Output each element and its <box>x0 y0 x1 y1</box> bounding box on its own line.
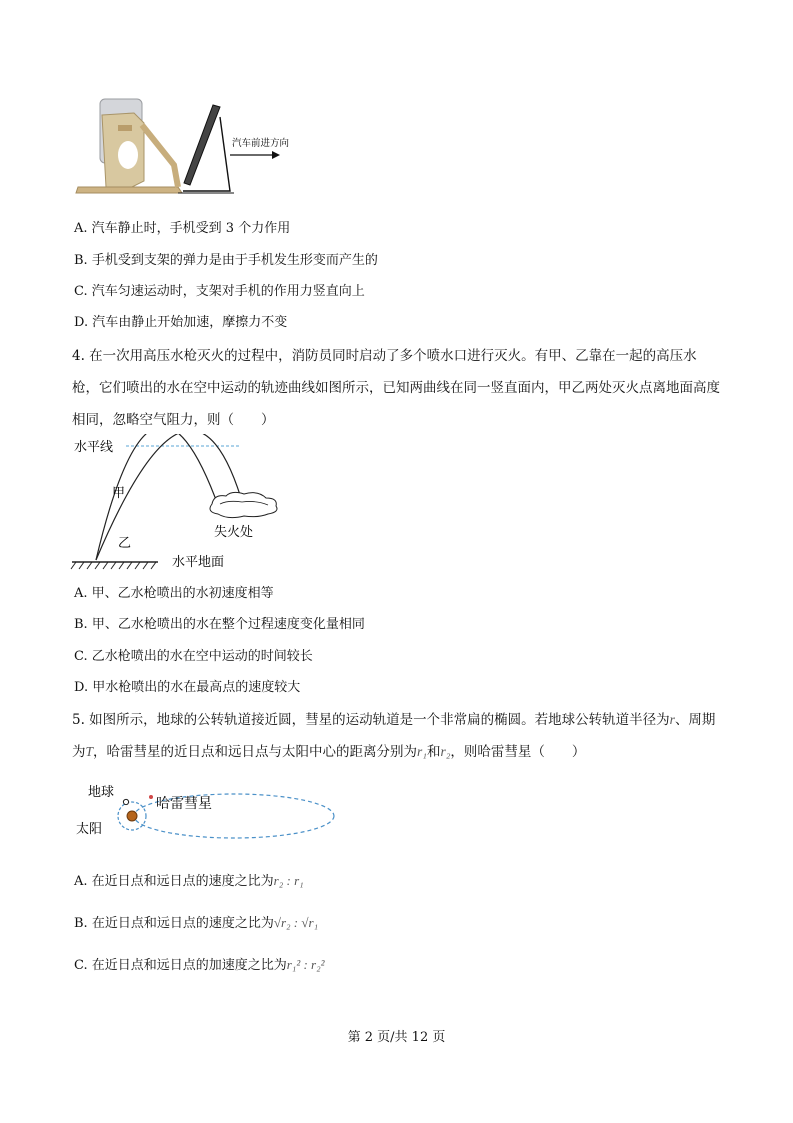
label-jia: 甲 <box>112 486 126 501</box>
q3-option-b: B. 手机受到支架的弹力是由于手机发生形变而产生的 <box>74 253 378 268</box>
horizontal-line-label: 水平线 <box>74 440 114 455</box>
q4-option-a: A. 甲、乙水枪喷出的水初速度相等 <box>74 586 274 601</box>
q3-option-c: C. 汽车匀速运动时，支架对手机的作用力竖直向上 <box>74 284 365 299</box>
ratio-a: r₂ : r₁ <box>273 873 304 888</box>
orbit-figure <box>76 778 338 842</box>
q5-stem: 5. 如图所示，地球的公转轨道接近圆，彗星的运动轨道是一个非常扁的椭圆。若地球公转轨道半径为r、周期为T，哈雷彗星的近日点和远日点与太阳中心的距离分别为r₁和r₂，则哈雷彗星（ ） <box>72 712 716 760</box>
ground-hatching <box>71 562 156 569</box>
label-ground: 水平地面 <box>172 555 225 570</box>
phone-holder-figure <box>72 95 312 207</box>
label-comet: 哈雷彗星 <box>156 796 212 812</box>
earth-icon <box>123 799 128 804</box>
var-r: r <box>669 712 675 727</box>
q4-option-c: C. 乙水枪喷出的水在空中运动的时间较长 <box>74 649 313 664</box>
q5-option-c: C. 在近日点和远日点的加速度之比为r₁² : r₂² <box>74 957 325 973</box>
phone-holder-photo <box>76 99 182 193</box>
q4-option-b: B. 甲、乙水枪喷出的水在整个过程速度变化量相同 <box>74 617 365 632</box>
label-sun: 太阳 <box>76 822 103 837</box>
sun-icon <box>127 811 137 821</box>
q5-option-a: A. 在近日点和远日点的速度之比为r₂ : r₁ <box>74 873 304 889</box>
phone-holder-schematic <box>178 105 280 193</box>
var-r2: r₂ <box>440 744 451 759</box>
var-T: T <box>85 744 94 759</box>
water-trajectory-figure <box>66 434 306 572</box>
comet-icon <box>149 795 153 799</box>
label-fire: 失火处 <box>214 525 254 540</box>
q3-option-d: D. 汽车由静止开始加速，摩擦力不变 <box>74 315 288 330</box>
ratio-b: √r₂ : √r₁ <box>273 915 319 930</box>
q4-option-d: D. 甲水枪喷出的水在最高点的速度较大 <box>74 680 301 695</box>
q4-stem: 4. 在一次用高压水枪灭火的过程中，消防员同时启动了多个喷水口进行灭火。有甲、乙靠在一起的高压水枪，它们喷出的水在空中运动的轨迹曲线如图所示，已知两曲线在同一竖直面内，甲乙两处灭火点离地面高度相同，忽略空气阻力，则（ ） <box>72 348 720 428</box>
label-earth: 地球 <box>88 785 115 800</box>
label-yi: 乙 <box>118 536 132 551</box>
page-footer: 第 2 页/共 12 页 <box>347 1030 446 1045</box>
q3-option-a: A. 汽车静止时，手机受到 3 个力作用 <box>74 221 291 236</box>
ratio-c: r₁² : r₂² <box>286 957 325 972</box>
q5-option-b: B. 在近日点和远日点的速度之比为√r₂ : √r₁ <box>74 915 319 931</box>
var-r1: r₁ <box>417 744 427 759</box>
direction-label: 汽车前进方向 <box>232 138 290 149</box>
fire-spot-icon <box>210 492 277 517</box>
